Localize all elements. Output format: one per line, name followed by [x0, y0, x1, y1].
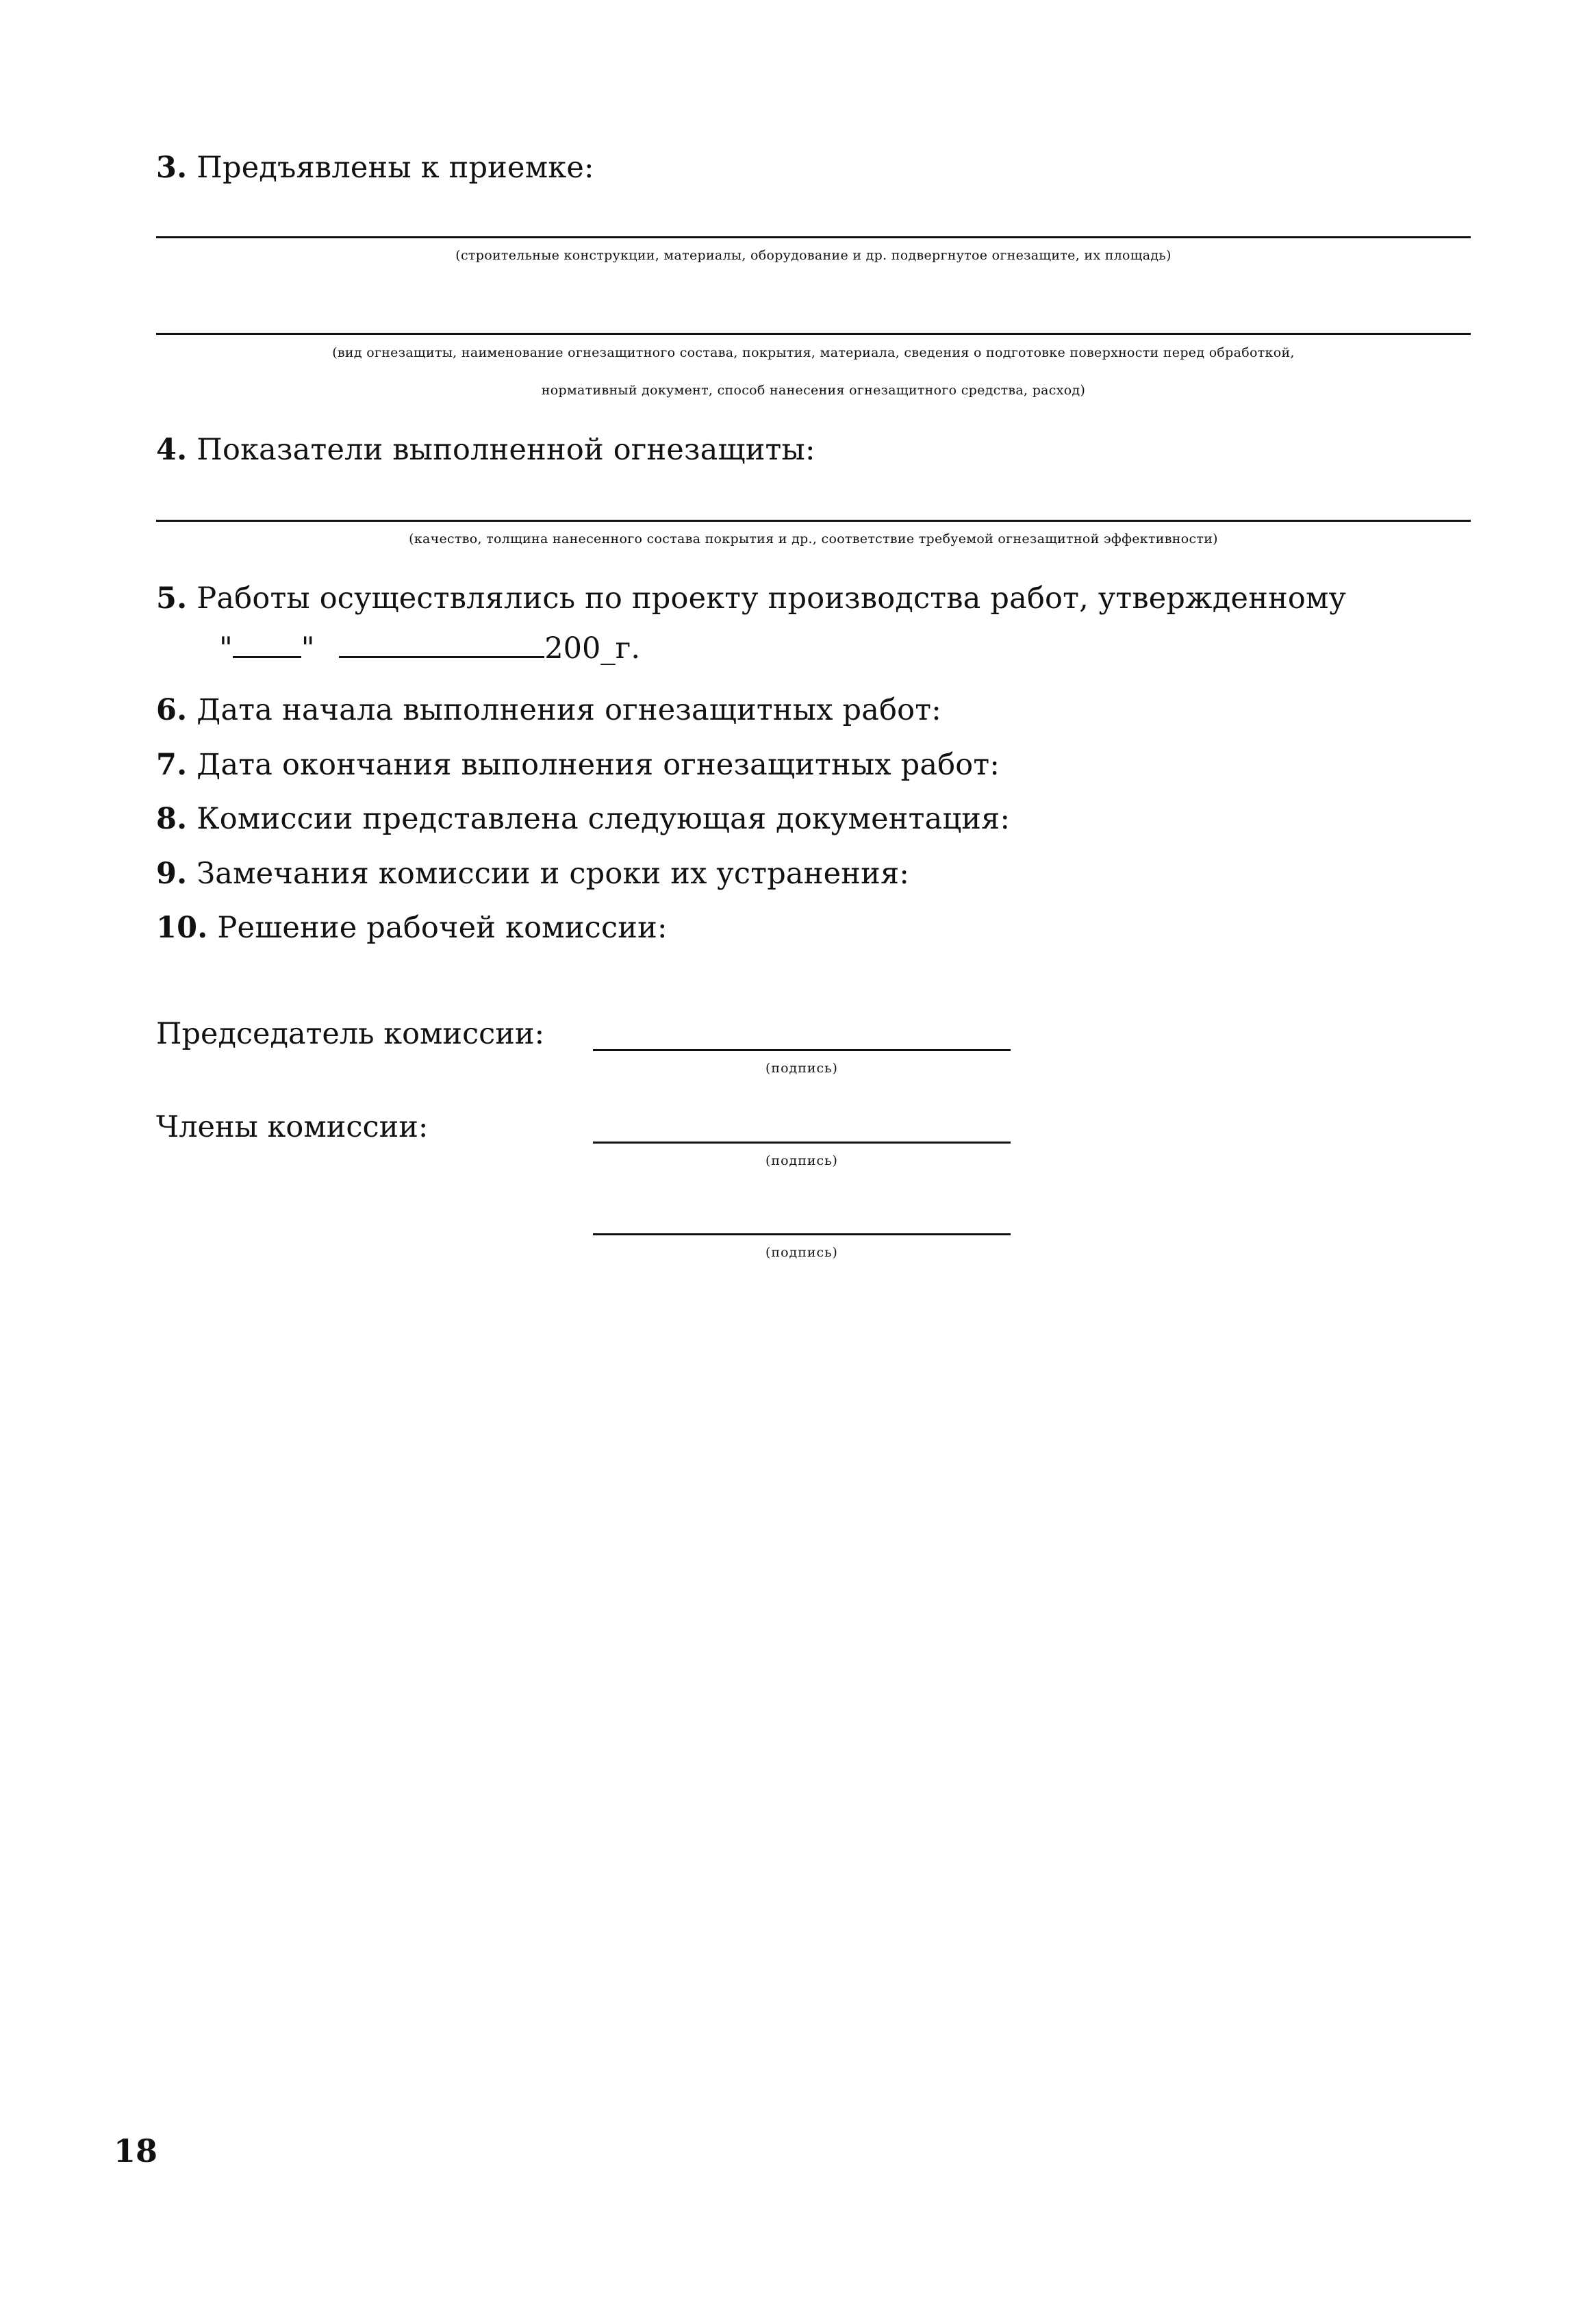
approval-date-line [219, 633, 640, 664]
item-4 [156, 433, 815, 467]
item-10 [156, 913, 668, 943]
member-1-signature-caption: (подпись) [765, 1153, 838, 1168]
fill-line-3 [156, 520, 1471, 522]
item-10-text: Решение рабочей комиссии: [217, 911, 668, 945]
item-3-text: Предъявлены к приемке: [197, 151, 594, 185]
item-7 [156, 748, 1000, 782]
caption-protection-method: нормативный документ, способ нанесения огнезащитного средства, расход) [541, 383, 1086, 398]
item-4-text: Показатели выполненной огнезащиты: [197, 433, 815, 467]
day-blank [233, 633, 301, 658]
item-3 [156, 153, 594, 183]
item-7-text: Дата окончания выполнения огнезащитных работ: [197, 748, 1000, 782]
member-2-signature-line [593, 1233, 1011, 1235]
fill-line-1 [156, 236, 1471, 238]
item-4-number: 4. [156, 433, 188, 467]
member-1-signature-line [593, 1142, 1011, 1144]
item-8-text: Комиссии представлена следующая документация: [197, 802, 1011, 836]
item-9 [156, 859, 909, 889]
month-blank [339, 633, 544, 658]
item-6-text: Дата начала выполнения огнезащитных работ: [197, 693, 941, 727]
chairman-signature-caption: (подпись) [765, 1061, 838, 1076]
chairman-label: Председатель комиссии: [156, 1017, 545, 1051]
item-6 [156, 693, 941, 727]
item-9-number: 9. [156, 857, 188, 891]
item-8-number: 8. [156, 802, 188, 836]
item-5-number: 5. [156, 581, 188, 616]
date-open-quote: " [219, 631, 233, 666]
item-3-number: 3. [156, 151, 188, 185]
member-2-signature-caption: (подпись) [765, 1245, 838, 1260]
caption-protection-type: (вид огнезащиты, наименование огнезащитного состава, покрытия, материала, сведения о подготовке поверхности перед обработкой, [332, 345, 1295, 360]
chairman-signature-line [593, 1049, 1011, 1051]
fill-line-2 [156, 333, 1471, 335]
item-10-number: 10. [156, 911, 208, 945]
item-7-number: 7. [156, 748, 188, 782]
item-5-text: Работы осуществлялись по проекту производства работ, утвержденному [197, 581, 1347, 616]
caption-construction: (строительные конструкции, материалы, оборудование и др. подвергнутое огнезащите, их площадь) [455, 248, 1171, 263]
item-6-number: 6. [156, 693, 188, 727]
members-label: Члены комиссии: [156, 1110, 429, 1144]
year-text: 200_г. [544, 631, 641, 666]
item-5 [156, 581, 1347, 616]
caption-quality: (качество, толщина нанесенного состава покрытия и др., соответствие требуемой огнезащитной эффективности) [409, 531, 1218, 546]
item-9-text: Замечания комиссии и сроки их устранения: [197, 857, 910, 891]
date-close-quote: " [301, 631, 315, 666]
item-8 [156, 802, 1011, 836]
page-number: 18 [114, 2132, 158, 2169]
